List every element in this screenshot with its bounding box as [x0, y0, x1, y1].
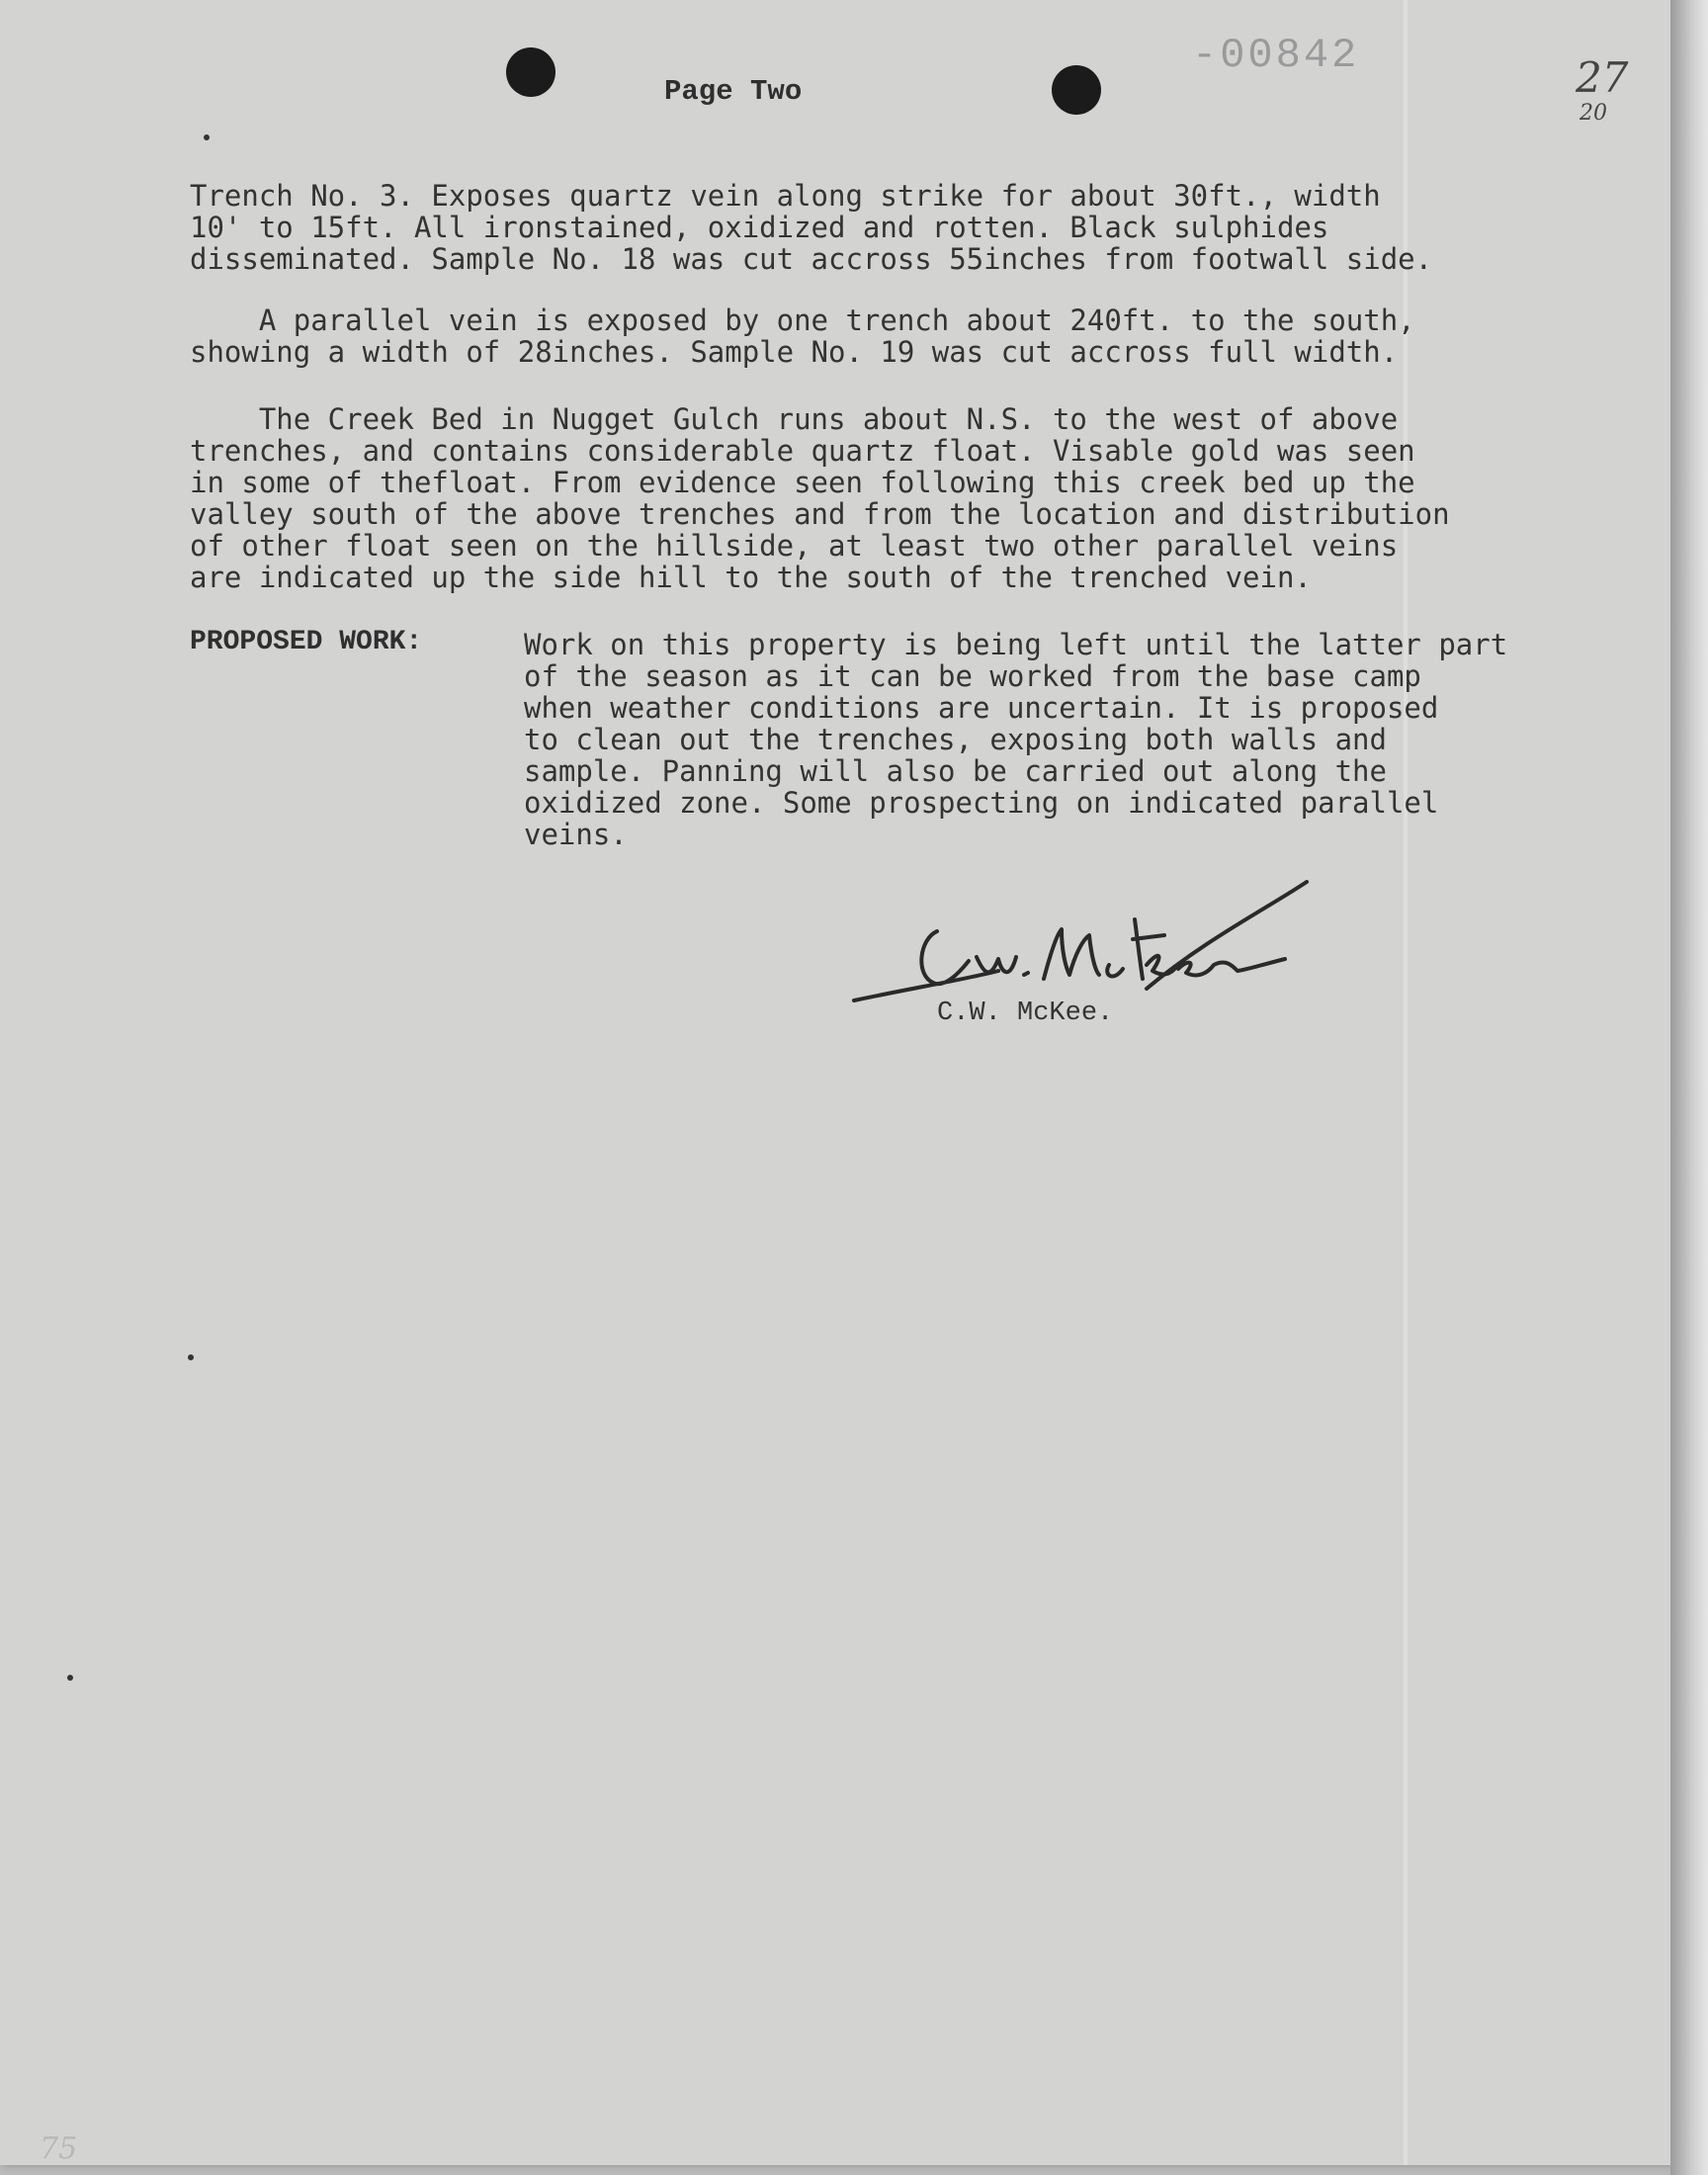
handwritten-sub-number: 20	[1580, 101, 1607, 126]
proposed-work-label: PROPOSED WORK:	[190, 627, 423, 657]
page-title: Page Two	[664, 75, 803, 108]
handwritten-signature	[850, 880, 1315, 1013]
paragraph-creek-bed: The Creek Bed in Nugget Gulch runs about N.S. to the west of above trenches, and contains considerable quartz float. Visable gold was seen in some of thefloat. From evidence seen following this creek bed up the valley south of the above trenches and from the location and distribution of other float seen on the hillside, at least two other parallel veins are indicated up the side hill to the south of the trenched vein.	[190, 402, 1450, 594]
punch-hole-right	[1052, 65, 1101, 115]
speck-mark	[188, 1354, 194, 1360]
paragraph-parallel-vein: A parallel vein is exposed by one trench about 240ft. to the south, showing a width of 28inches. Sample No. 19 was cut accross full width.	[190, 304, 1415, 369]
page-edge-shadow	[1670, 0, 1708, 2175]
typed-signature-name: C.W. McKee.	[937, 999, 1114, 1028]
handwritten-page-number: 27	[1576, 53, 1629, 102]
corner-mark: 75	[40, 2132, 78, 2166]
speck-mark	[204, 134, 210, 140]
signature-drawing	[850, 880, 1315, 1008]
proposed-work-text: Work on this property is being left until the latter part of the season as it can be worked from the base camp when weather conditions are uncertain. It is proposed to clean out the trenches, exposing both walls and sample. Panning will also be carried out along the oxidized zone. Some prospecting on indicated parallel veins.	[524, 628, 1508, 851]
speck-mark	[67, 1675, 73, 1681]
document-number: -00842	[1192, 32, 1360, 79]
punch-hole-left	[506, 47, 555, 97]
paragraph-trench-3: Trench No. 3. Exposes quartz vein along strike for about 30ft., width 10' to 15ft. All ironstained, oxidized and rotten. Black sulphides disseminated. Sample No. 18 was cut accross 55inches from footwall side.	[190, 179, 1433, 276]
